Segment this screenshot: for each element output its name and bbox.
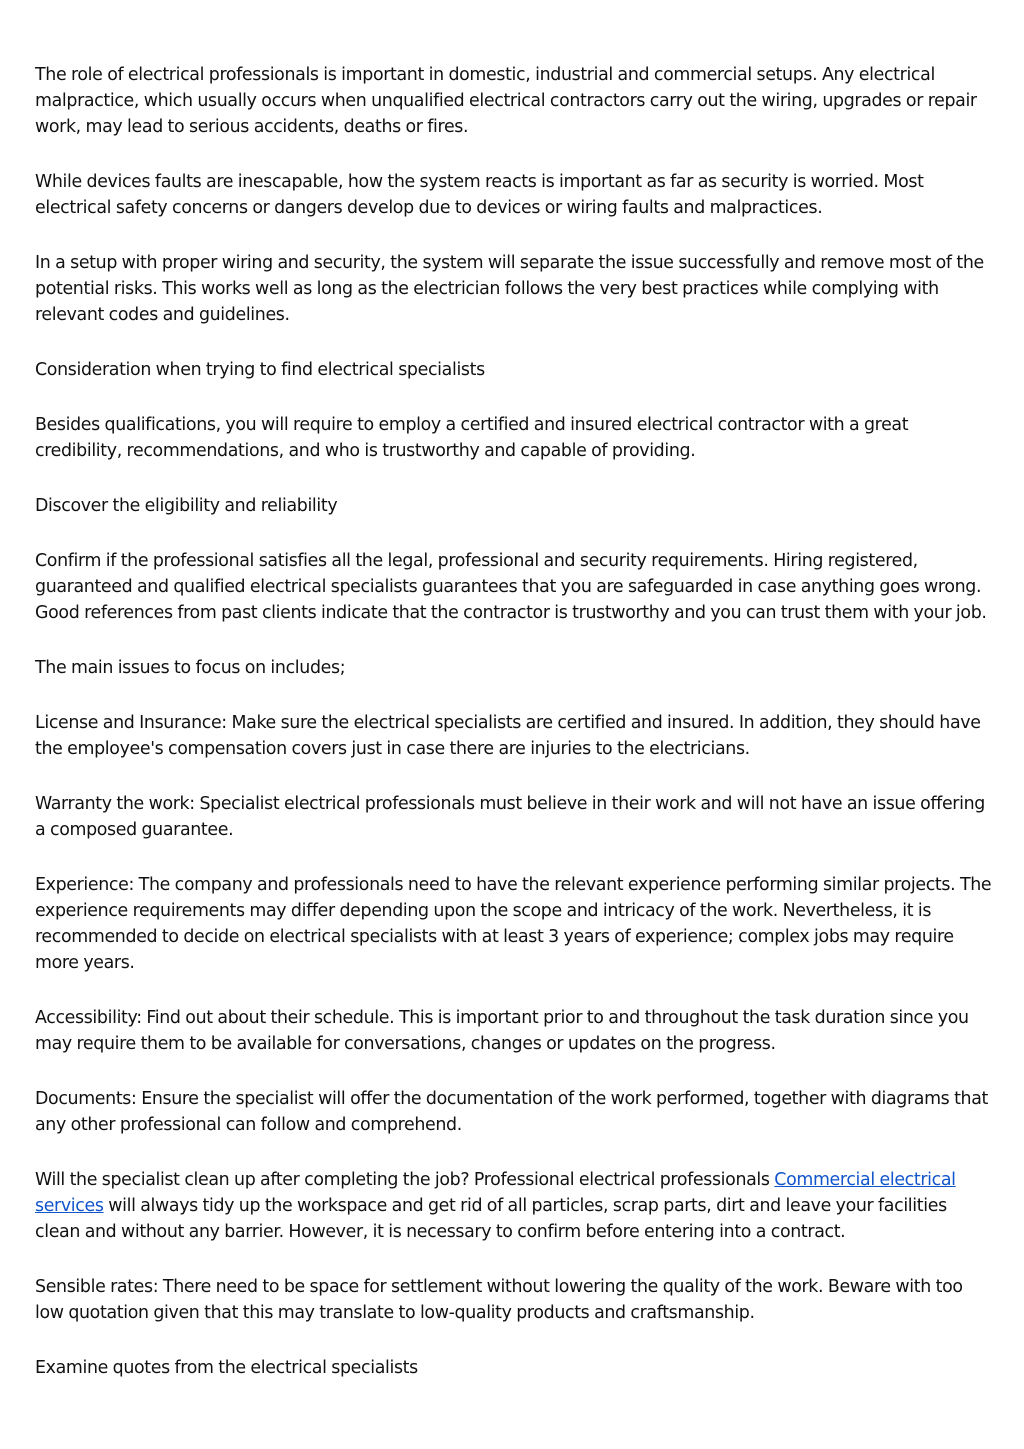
paragraph-proper-wiring: In a setup with proper wiring and security, the system will separate the issue successfully and remove most of the potential risks. This works well as long as the electrician follows the very best practices while complying with relevant codes and guidelines. xyxy=(35,253,984,325)
paragraph-accessibility: Accessibility: Find out about their schedule. This is important prior to and throughout the task duration since you may require them to be available for conversations, changes or updates on the progress. xyxy=(35,1008,969,1054)
paragraph-sensible-rates: Sensible rates: There need to be space for settlement without lowering the quality of the work. Beware with too low quotation given that this may translate to low-quality products and craftsmanship. xyxy=(35,1277,963,1323)
paragraph-warranty: Warranty the work: Specialist electrical professionals must believe in their work and will not have an issue offering a composed guarantee. xyxy=(35,794,985,840)
paragraph-qualifications: Besides qualifications, you will require to employ a certified and insured electrical contractor with a great credibility, recommendations, and who is trustworthy and capable of providing. xyxy=(35,415,909,461)
paragraph-license-insurance: License and Insurance: Make sure the electrical specialists are certified and insured. In addition, they should have the employee's compensation covers just in case there are injuries to the electricians. xyxy=(35,713,981,759)
cleanup-text-after: will always tidy up the workspace and get rid of all particles, scrap parts, dirt and leave your facilities clean and without any barrier. However, it is necessary to confirm before entering into a contract. xyxy=(35,1196,947,1242)
section-heading-eligibility: Discover the eligibility and reliability xyxy=(35,496,338,516)
paragraph-main-issues: The main issues to focus on includes; xyxy=(35,658,346,678)
paragraph-experience: Experience: The company and professionals need to have the relevant experience performing similar projects. The experience requirements may differ depending upon the scope and intricacy of the work. Nevertheless, it is recommended to decide on electrical specialists with at least 3 years of experience; complex jobs may require more years. xyxy=(35,875,992,973)
paragraph-confirm-professional: Confirm if the professional satisfies all the legal, professional and security requirements. Hiring registered, guaranteed and qualified electrical specialists guarantees that you are safeguarded in case anything goes wrong. Good references from past clients indicate that the contractor is trustworthy and you can trust them with your job. xyxy=(35,551,987,623)
paragraph-documents: Documents: Ensure the specialist will offer the documentation of the work performed, together with diagrams that any other professional can follow and comprehend. xyxy=(35,1089,988,1135)
section-heading-consideration: Consideration when trying to find electrical specialists xyxy=(35,360,485,380)
document-body xyxy=(35,62,995,1410)
cleanup-text-before: Will the specialist clean up after completing the job? Professional electrical professionals xyxy=(35,1170,775,1190)
commercial-electrical-services-link[interactable]: Commercial electrical services xyxy=(35,1170,956,1216)
paragraph-intro: The role of electrical professionals is important in domestic, industrial and commercial setups. Any electrical malpractice, which usually occurs when unqualified electrical contractors carry out the wiring, upgrades or repair work, may lead to serious accidents, deaths or fires. xyxy=(35,65,977,137)
paragraph-device-faults: While devices faults are inescapable, how the system reacts is important as far as security is worried. Most electrical safety concerns or dangers develop due to devices or wiring faults and malpractices. xyxy=(35,172,924,218)
paragraph-examine-quotes: Examine quotes from the electrical specialists xyxy=(35,1358,418,1378)
paragraph-cleanup xyxy=(35,1167,995,1245)
